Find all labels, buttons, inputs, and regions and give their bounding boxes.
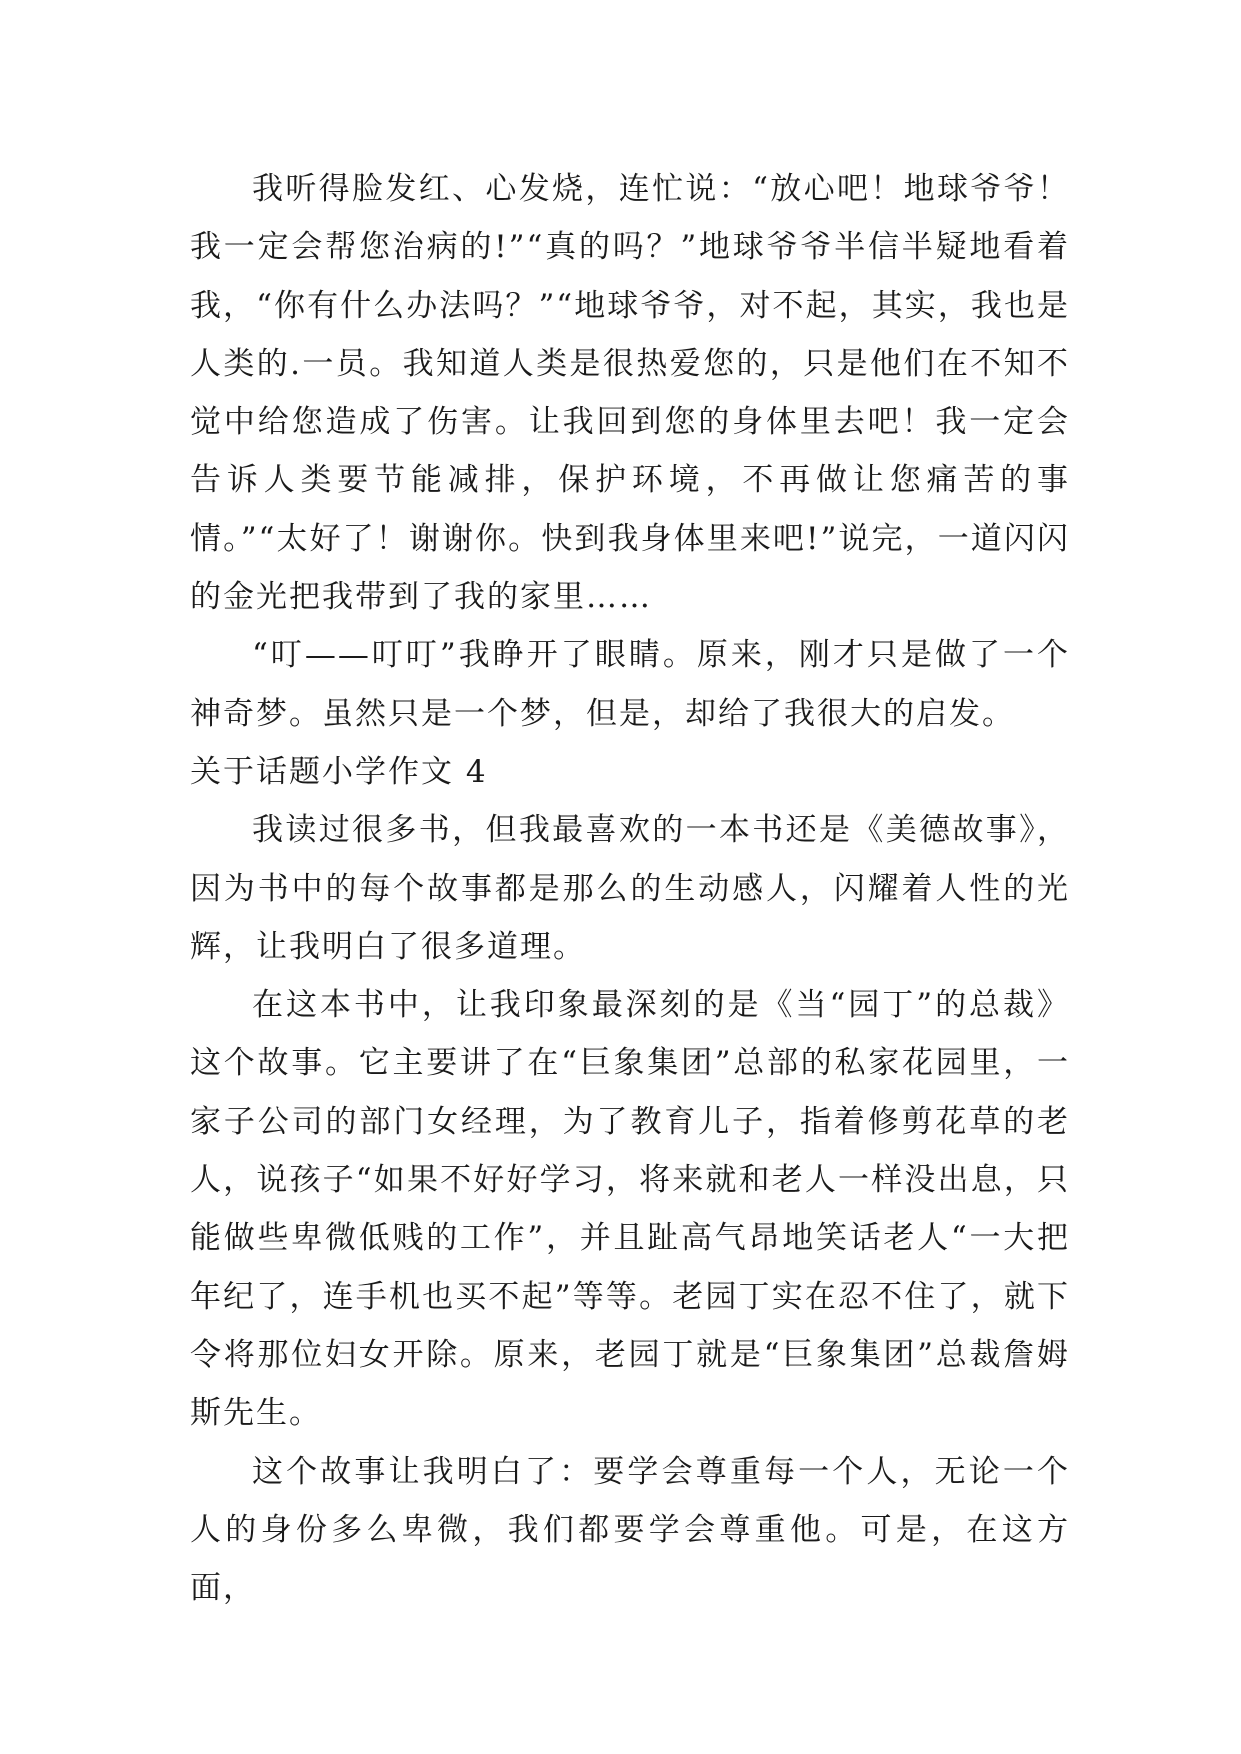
paragraph-dream-end: “叮——叮叮”我睁开了眼睛。原来，刚才只是做了一个神奇梦。虽然只是一个梦，但是，却给了我很大的启发。 (190, 637, 1070, 732)
document-body (190, 160, 1070, 1617)
section-heading: 关于话题小学作文 4 (190, 753, 488, 790)
paragraph-lesson: 这个故事让我明白了：要学会尊重每一个人，无论一个人的身份多么卑微，我们都要学会尊重他。可是，在这方面， (190, 1453, 1070, 1607)
paragraph-dream-dialogue: 我听得脸发红、心发烧，连忙说：“放心吧！地球爷爷！我一定会帮您治病的!”“真的吗？”地球爷爷半信半疑地看着我，“你有什么办法吗？”“地球爷爷，对不起，其实，我也是人类的.一员。我知道人类是很热爱您的，只是他们在不知不觉中给您造成了伤害。让我回到您的身体里去吧！我一定会告诉人类要节能减排，保护环境，不再做让您痛苦的事情。”“太好了！谢谢你。快到我身体里来吧!”说完，一道闪闪的金光把我带到了我的家里…… (190, 171, 1070, 616)
paragraph-favorite-book: 我读过很多书，但我最喜欢的一本书还是《美德故事》，因为书中的每个故事都是那么的生动感人，闪耀着人性的光辉，让我明白了很多道理。 (190, 812, 1070, 965)
paragraph-gardener-story: 在这本书中，让我印象最深刻的是《当“园丁”的总裁》这个故事。它主要讲了在“巨象集团”总部的私家花园里，一家子公司的部门女经理，为了教育儿子，指着修剪花草的老人，说孩子“如果不好好学习，将来就和老人一样没出息，只能做些卑微低贱的工作”，并且趾高气昂地笑话老人“一大把年纪了，连手机也买不起”等等。老园丁实在忍不住了，就下令将那位妇女开除。原来，老园丁就是“巨象集团”总裁詹姆斯先生。 (190, 987, 1070, 1432)
